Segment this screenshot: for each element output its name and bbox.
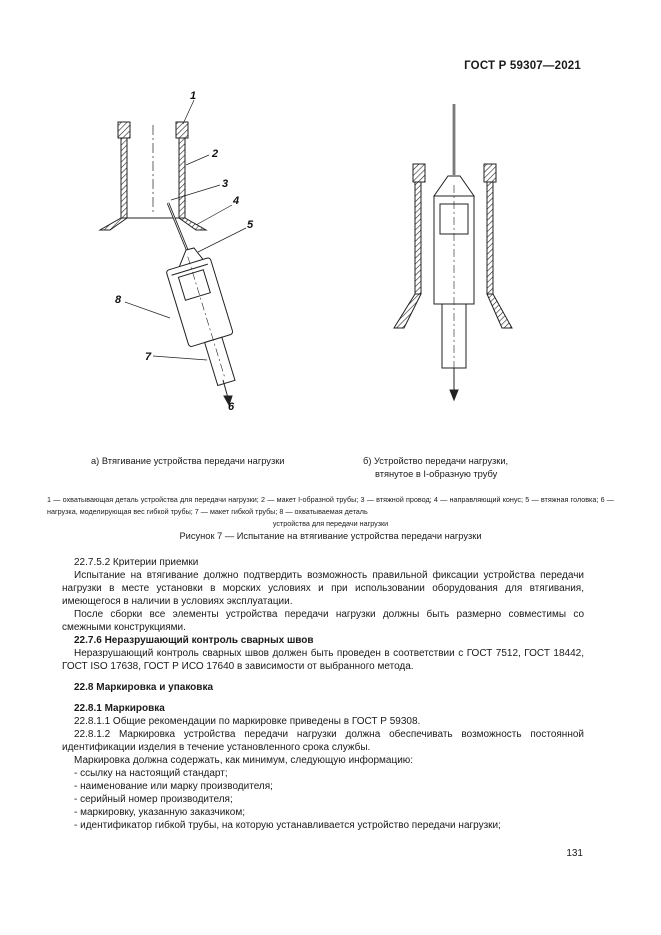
callout-5: 5 xyxy=(247,219,254,231)
callout-1: 1 xyxy=(190,90,197,102)
section-heading-22-7-6: 22.7.6 Неразрушающий контроль сварных швов xyxy=(74,635,314,646)
drawing-a xyxy=(100,100,246,405)
page-number: 131 xyxy=(566,848,583,859)
paragraph: 22.8.1.2 Маркировка устройства передачи нагрузки должна обеспечивать возможность постоянной идентификации изделия в течение установленного срока службы. xyxy=(62,729,584,753)
paragraph: После сборки все элементы устройства передачи нагрузки должны быть размерно совместимы со смежными конструкциями. xyxy=(62,609,584,633)
figure-caption: Рисунок 7 — Испытание на втягивание устройства передачи нагрузки xyxy=(179,531,482,541)
callout-6: 6 xyxy=(228,401,235,413)
callout-7: 7 xyxy=(145,351,152,363)
document-id: ГОСТ Р 59307—2021 xyxy=(464,60,581,72)
callout-3: 3 xyxy=(222,178,229,190)
callout-4: 4 xyxy=(233,195,240,207)
legend-last-line: устройства для передачи нагрузки xyxy=(272,519,389,528)
list-item: - наименование или марку производителя; xyxy=(74,781,273,792)
callout-8: 8 xyxy=(115,294,122,306)
drawing-b xyxy=(394,104,512,400)
section-heading-22-8-1: 22.8.1 Маркировка xyxy=(74,703,165,714)
list-item: - ссылку на настоящий стандарт; xyxy=(74,768,228,779)
list-item: - серийный номер производителя; xyxy=(74,794,233,805)
paragraph: 22.8.1.1 Общие рекомендации по маркировке приведены в ГОСТ Р 59308. xyxy=(74,716,421,727)
clause-22-7-5-2-heading: 22.7.5.2 Критерии приемки xyxy=(74,557,199,568)
body-text xyxy=(62,556,584,832)
paragraph: Испытание на втягивание должно подтвердить возможность правильной фиксации устройства передачи нагрузки в месте установки в морских условиях и при использовании оборудования для втягивания, имеющегося в наличии в условиях эксплуатации. xyxy=(62,570,584,607)
list-item: - идентификатор гибкой трубы, на которую устанавливается устройство передачи нагрузки; xyxy=(74,820,501,831)
figure-legend xyxy=(47,494,614,530)
subcaption-b-line2: втянутое в I-образную трубу xyxy=(375,469,498,479)
section-heading-22-8: 22.8 Маркировка и упаковка xyxy=(74,682,214,693)
list-item: - маркировку, указанную заказчиком; xyxy=(74,807,246,818)
paragraph: Неразрушающий контроль сварных швов должен быть проведен в соответствии с ГОСТ 7512, ГОСТ 18442, ГОСТ ISO 17638, ГОСТ Р ИСО 17640 в зависимости от выбранного метода. xyxy=(62,648,584,672)
callout-2: 2 xyxy=(212,148,219,160)
legend-text: 1 — охватывающая деталь устройства для передачи нагрузки; 2 — макет I-образной трубы; 3 — втяжной провод; 4 — направляющий конус; 5 — втяжная головка; 6 — нагрузка, моделирующая вес гибкой трубы; 7 — макет гибкой трубы; 8 — охватываемая деталь xyxy=(47,495,614,516)
subcaption-a: а) Втягивание устройства передачи нагрузки xyxy=(91,456,285,466)
paragraph: Маркировка должна содержать, как минимум, следующую информацию: xyxy=(74,755,414,766)
subcaption-b-line1: б) Устройство передачи нагрузки, xyxy=(363,456,509,466)
